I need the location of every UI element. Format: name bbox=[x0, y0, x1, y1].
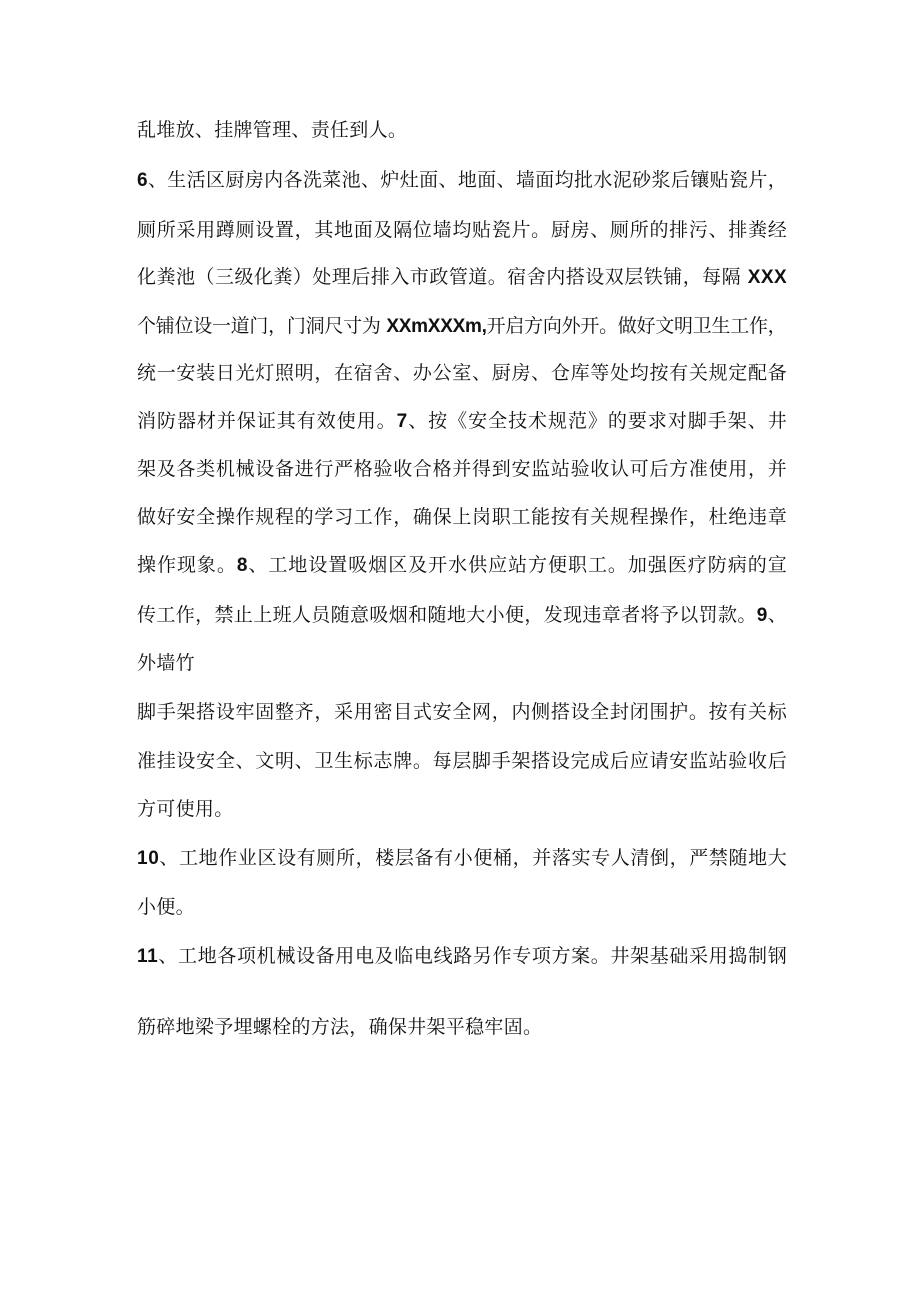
text-segment: 外墙竹 bbox=[137, 652, 195, 674]
text-line bbox=[137, 311, 786, 342]
text-line bbox=[137, 454, 787, 484]
text-segment: 乱堆放、挂牌管理、责任到人。 bbox=[137, 119, 408, 141]
text-line bbox=[137, 941, 787, 972]
text-line bbox=[137, 1012, 542, 1042]
text-segment: 传工作，禁止上班人员随意吸烟和随地大小便，发现违章者将予以罚款。 bbox=[137, 604, 757, 626]
text-segment: 、生活区厨房内各洗菜池、炉灶面、地面、墙面均批水泥砂浆后镶贴瓷片， bbox=[147, 169, 788, 191]
text-line bbox=[137, 502, 787, 532]
text-line bbox=[137, 358, 787, 388]
item-number: 8 bbox=[236, 555, 249, 576]
item-number: XXX bbox=[747, 267, 788, 288]
text-segment: 、工地各项机械设备用电及临电线路另作专项方案。井架基础采用捣制钢 bbox=[158, 945, 788, 967]
text-line bbox=[137, 697, 787, 727]
text-segment: 个铺位设一道门，门洞尺寸为 bbox=[137, 315, 387, 337]
item-number: 7 bbox=[396, 411, 409, 432]
text-segment: 化粪池（三级化粪）处理后排入市政管道。宿舍内搭设双层铁铺，每隔 bbox=[137, 266, 748, 288]
text-segment: 、工地作业区设有厕所，楼层备有小便桶，并落实专人清倒，严禁随地大 bbox=[159, 847, 788, 869]
item-number: 10 bbox=[137, 848, 160, 869]
text-line bbox=[137, 165, 787, 196]
text-segment: 开启方向外开。做好文明卫生工作， bbox=[486, 315, 787, 337]
text-line bbox=[137, 262, 787, 293]
text-segment: 架及各类机械设备进行严格验收合格并得到安监站验收认可后方准使用，并 bbox=[137, 458, 788, 480]
text-line bbox=[137, 600, 787, 631]
text-segment: 、工地设置吸烟区及开水供应站方便职工。加强医疗防病的宣 bbox=[248, 554, 788, 576]
text-segment: 筋碎地梁予埋螺栓的方法，确保井架平稳牢固。 bbox=[137, 1016, 543, 1038]
text-segment: 统一安装日光灯照明，在宿舍、办公室、厨房、仓库等处均按有关规定配备 bbox=[137, 362, 788, 384]
item-number: XXmXXXm, bbox=[386, 316, 487, 337]
item-number: 9 bbox=[756, 605, 768, 626]
text-segment: 小便。 bbox=[137, 896, 195, 918]
text-segment: 做好安全操作规程的学习工作，确保上岗职工能按有关规程操作，杜绝违章 bbox=[137, 506, 788, 528]
text-line bbox=[137, 115, 407, 145]
text-segment: 脚手架搭设牢固整齐，采用密目式安全网，内侧搭设全封闭围护。按有关标 bbox=[137, 701, 788, 723]
text-segment: 方可使用。 bbox=[137, 798, 234, 820]
text-segment: 、 bbox=[767, 604, 788, 626]
text-line bbox=[137, 843, 787, 874]
text-segment: 操作现象。 bbox=[137, 554, 237, 576]
text-line bbox=[137, 550, 788, 581]
text-line bbox=[137, 406, 788, 437]
text-line bbox=[137, 892, 195, 922]
text-line bbox=[137, 215, 787, 245]
text-line bbox=[137, 648, 195, 678]
item-number: 6 bbox=[137, 170, 148, 191]
text-line bbox=[137, 794, 234, 824]
text-line bbox=[137, 746, 787, 776]
item-number: 11 bbox=[137, 946, 159, 967]
text-segment: 消防器材并保证其有效使用。 bbox=[137, 410, 397, 432]
text-segment: 、按《安全技术规范》的要求对脚手架、井 bbox=[408, 410, 788, 432]
text-segment: 准挂设安全、文明、卫生标志牌。每层脚手架搭设完成后应请安监站验收后 bbox=[137, 750, 788, 772]
text-segment: 厕所采用蹲厕设置，其地面及隔位墙均贴瓷片。厨房、厕所的排污、排粪经 bbox=[137, 219, 788, 241]
